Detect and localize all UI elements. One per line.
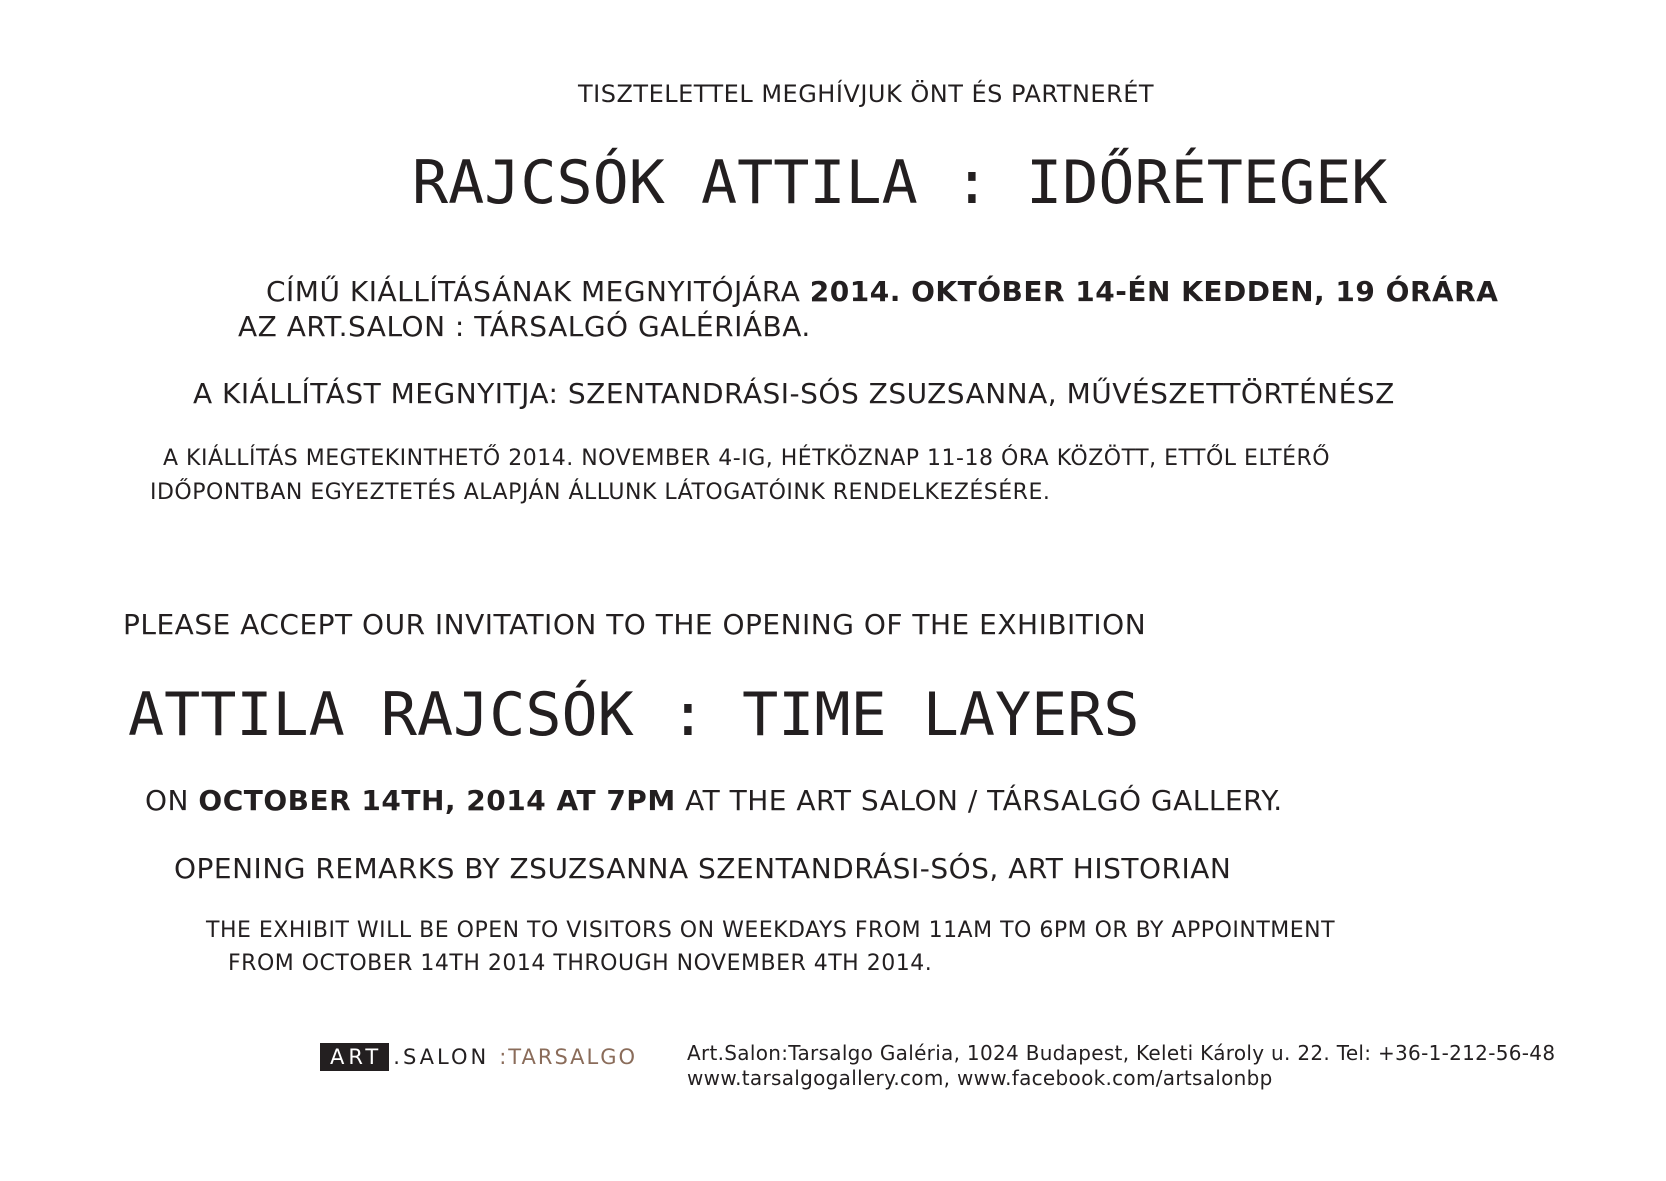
- english-invite: PLEASE ACCEPT OUR INVITATION TO THE OPENING OF THE EXHIBITION: [123, 608, 1147, 641]
- hungarian-exhibition-title: RAJCSÓK ATTILA : IDŐRÉTEGEK: [412, 148, 1388, 218]
- english-viewing-line-2: FROM OCTOBER 14TH 2014 THROUGH NOVEMBER 4TH 2014.: [228, 951, 933, 976]
- english-opening-prefix: ON: [145, 784, 199, 817]
- english-remarks: OPENING REMARKS BY ZSUZSANNA SZENTANDRÁSI-SÓS, ART HISTORIAN: [174, 852, 1232, 885]
- logo-tarsalgo-text: :TARSALGO: [499, 1045, 638, 1069]
- hungarian-opening-line-1: [266, 275, 1498, 308]
- english-opening-line: [145, 784, 1283, 817]
- gallery-address: Art.Salon:Tarsalgo Galéria, 1024 Budapest, Keleti Károly u. 22. Tel: +36-1-212-56-48: [687, 1041, 1556, 1065]
- english-opening-date: OCTOBER 14TH, 2014 AT 7PM: [198, 784, 676, 817]
- english-opening-suffix: AT THE ART SALON / TÁRSALGÓ GALLERY.: [675, 784, 1283, 817]
- logo-salon-text: .SALON: [393, 1045, 490, 1069]
- logo-art-block: ART: [320, 1043, 389, 1071]
- hungarian-opening-prefix: CÍMŰ KIÁLLÍTÁSÁNAK MEGNYITÓJÁRA: [266, 275, 810, 308]
- hungarian-greeting: TISZTELETTEL MEGHÍVJUK ÖNT ÉS PARTNERÉT: [578, 80, 1155, 108]
- art-salon-logo: [320, 1043, 637, 1071]
- hungarian-opener: A KIÁLLÍTÁST MEGNYITJA: SZENTANDRÁSI-SÓS ZSUZSANNA, MŰVÉSZETTÖRTÉNÉSZ: [193, 377, 1395, 410]
- english-viewing-line-1: THE EXHIBIT WILL BE OPEN TO VISITORS ON WEEKDAYS FROM 11AM TO 6PM OR BY APPOINTMENT: [206, 918, 1336, 943]
- hungarian-viewing-line-1: A KIÁLLÍTÁS MEGTEKINTHETŐ 2014. NOVEMBER 4-IG, HÉTKÖZNAP 11-18 ÓRA KÖZÖTT, ETTŐL ELTÉRŐ: [163, 446, 1331, 471]
- gallery-web-links: www.tarsalgogallery.com, www.facebook.com/artsalonbp: [687, 1066, 1273, 1090]
- hungarian-opening-date: 2014. OKTÓBER 14-ÉN KEDDEN, 19 ÓRÁRA: [809, 275, 1499, 308]
- hungarian-opening-line-2: AZ ART.SALON : TÁRSALGÓ GALÉRIÁBA.: [238, 310, 811, 343]
- hungarian-viewing-line-2: IDŐPONTBAN EGYEZTETÉS ALAPJÁN ÁLLUNK LÁTOGATÓINK RENDELKEZÉSÉRE.: [150, 480, 1051, 505]
- english-exhibition-title: ATTILA RAJCSÓK : TIME LAYERS: [128, 680, 1140, 750]
